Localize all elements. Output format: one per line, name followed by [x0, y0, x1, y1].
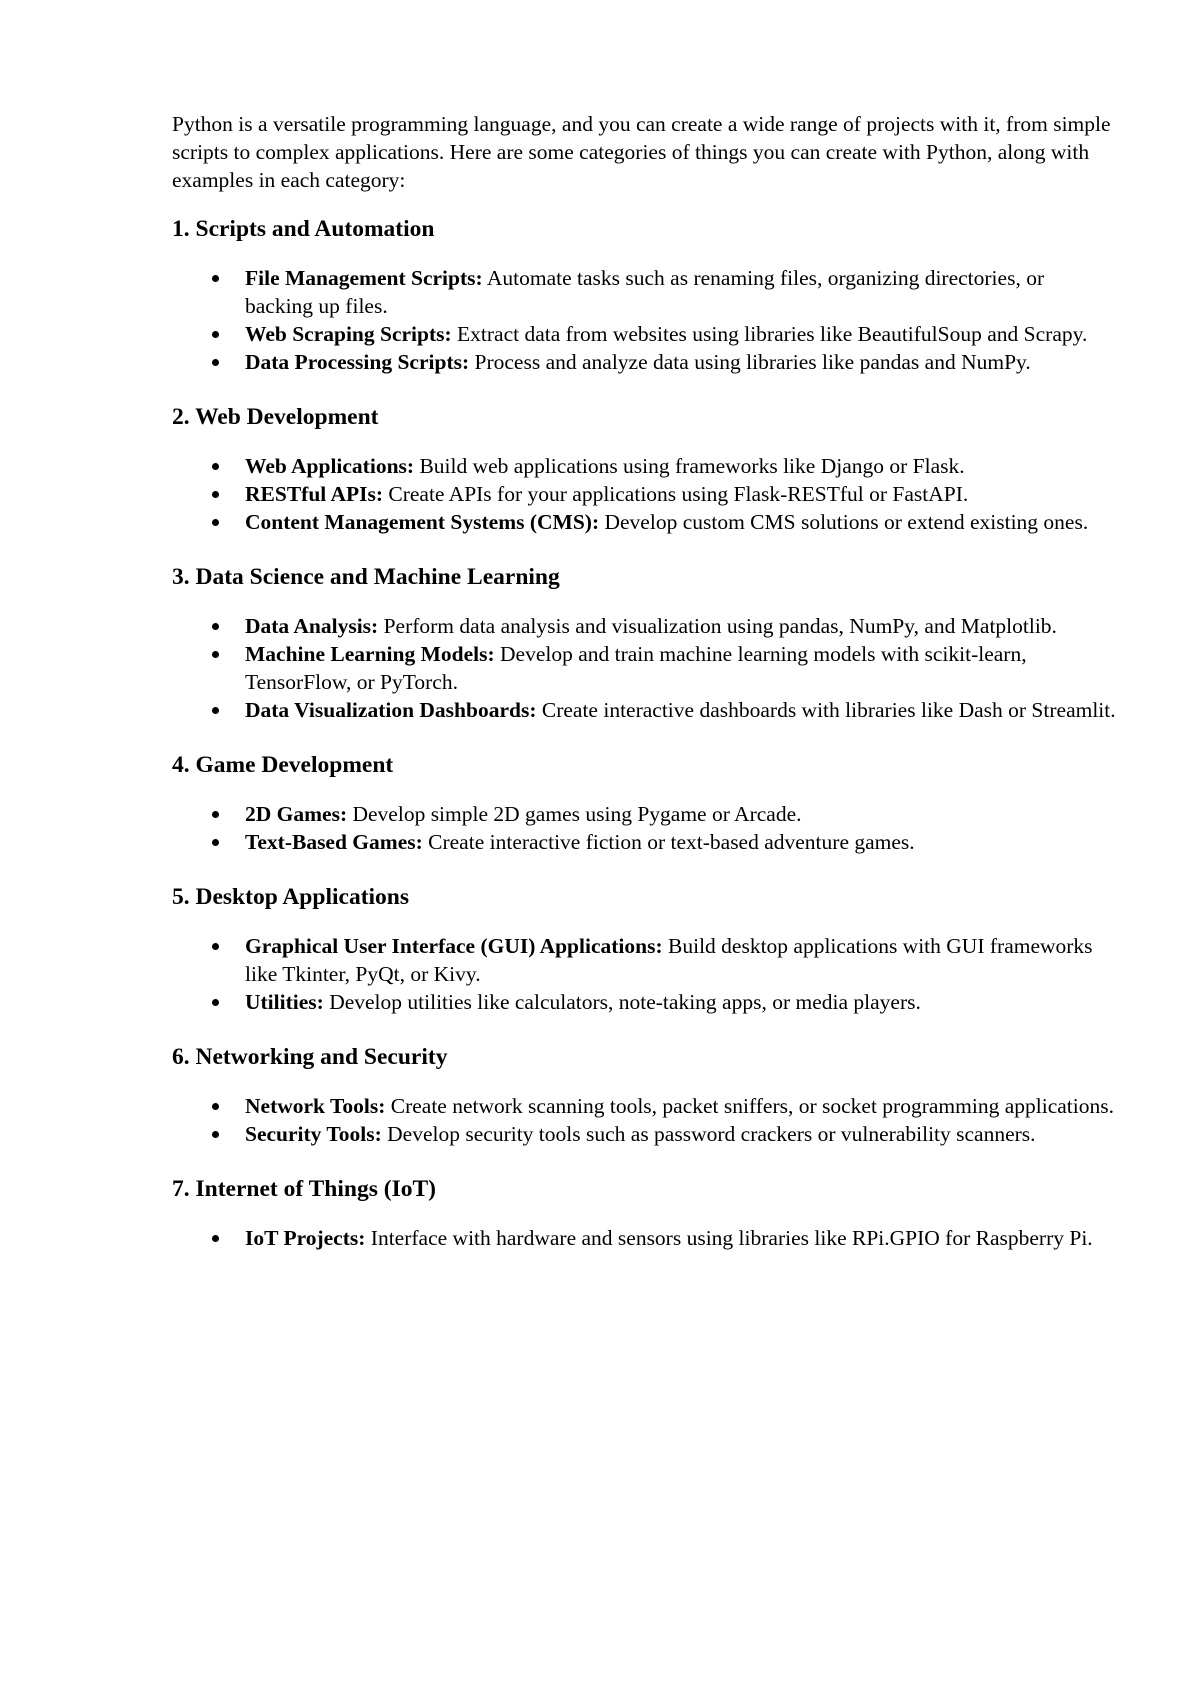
item-label: Data Analysis:: [245, 614, 379, 638]
item-label: Security Tools:: [245, 1122, 382, 1146]
list-item: [172, 264, 1117, 320]
section-3: [172, 562, 1117, 724]
list-item: [172, 800, 1117, 828]
item-label: RESTful APIs:: [245, 482, 383, 506]
item-label: Network Tools:: [245, 1094, 386, 1118]
item-text: Extract data from websites using libraries like BeautifulSoup and Scrapy.: [451, 322, 1088, 346]
bullet-icon: [212, 491, 219, 498]
item-text: Create interactive dashboards with libraries like Dash or Streamlit.: [536, 698, 1116, 722]
list-item: [172, 640, 1117, 696]
item-label: Web Scraping Scripts:: [245, 322, 452, 346]
bullet-icon: [212, 1103, 219, 1110]
bullet-icon: [212, 839, 219, 846]
section-heading: 4. Game Development: [172, 752, 394, 778]
bullet-list: [172, 1092, 1117, 1148]
section-heading: 5. Desktop Applications: [172, 884, 410, 910]
list-item: [172, 988, 1117, 1016]
item-text: Interface with hardware and sensors using libraries like RPi.GPIO for Raspberry Pi.: [365, 1226, 1093, 1250]
section-2: [172, 402, 1117, 536]
item-text: Build web applications using frameworks like Django or Flask.: [414, 454, 965, 478]
item-text: Develop utilities like calculators, note-taking apps, or media players.: [323, 990, 921, 1014]
item-label: Machine Learning Models:: [245, 642, 495, 666]
item-text: Develop custom CMS solutions or extend existing ones.: [599, 510, 1089, 534]
item-text: Develop simple 2D games using Pygame or Arcade.: [347, 802, 802, 826]
item-label: 2D Games:: [245, 802, 348, 826]
list-item: [172, 1120, 1117, 1148]
item-label: Data Processing Scripts:: [245, 350, 470, 374]
bullet-icon: [212, 331, 219, 338]
bullet-icon: [212, 707, 219, 714]
list-item: [172, 320, 1117, 348]
section-heading: 2. Web Development: [172, 404, 379, 430]
document-page: [172, 110, 1117, 1278]
item-text: Automate tasks such as renaming files, organizing directories, or backing up files.: [245, 266, 1045, 318]
list-item: [172, 696, 1117, 724]
item-text: Create network scanning tools, packet sniffers, or socket programming applications.: [385, 1094, 1114, 1118]
section-heading: 1. Scripts and Automation: [172, 216, 435, 242]
bullet-icon: [212, 651, 219, 658]
bullet-list: [172, 932, 1117, 1016]
bullet-icon: [212, 623, 219, 630]
section-7: [172, 1174, 1117, 1252]
section-heading: 6. Networking and Security: [172, 1044, 448, 1070]
item-text: Develop and train machine learning models with scikit-learn, TensorFlow, or PyTorch.: [245, 642, 1027, 694]
item-label: Content Management Systems (CMS):: [245, 510, 600, 534]
list-item: [172, 348, 1117, 376]
item-text: Create interactive fiction or text-based adventure games.: [422, 830, 915, 854]
item-text: Create APIs for your applications using Flask-RESTful or FastAPI.: [383, 482, 969, 506]
bullet-icon: [212, 811, 219, 818]
list-item: [172, 480, 1117, 508]
bullet-icon: [212, 275, 219, 282]
section-5: [172, 882, 1117, 1016]
list-item: [172, 452, 1117, 480]
list-item: [172, 932, 1117, 988]
item-text: Build desktop applications with GUI frameworks like Tkinter, PyQt, or Kivy.: [245, 934, 1093, 986]
bullet-icon: [212, 999, 219, 1006]
section-6: [172, 1042, 1117, 1148]
section-1: [172, 214, 1117, 376]
item-label: Utilities:: [245, 990, 324, 1014]
bullet-list: [172, 452, 1117, 536]
bullet-icon: [212, 1235, 219, 1242]
bullet-icon: [212, 1131, 219, 1138]
bullet-icon: [212, 463, 219, 470]
intro-paragraph: Python is a versatile programming language, and you can create a wide range of projects with it, from simple scripts to complex applications. Here are some categories of things you can create with Python, along with examples in each category:: [172, 112, 1111, 192]
item-text: Perform data analysis and visualization using pandas, NumPy, and Matplotlib.: [378, 614, 1057, 638]
item-text: Develop security tools such as password crackers or vulnerability scanners.: [381, 1122, 1036, 1146]
item-label: IoT Projects:: [245, 1226, 366, 1250]
list-item: [172, 1224, 1117, 1252]
bullet-icon: [212, 359, 219, 366]
item-label: Web Applications:: [245, 454, 415, 478]
list-item: [172, 828, 1117, 856]
section-heading: 7. Internet of Things (IoT): [172, 1176, 436, 1202]
bullet-icon: [212, 519, 219, 526]
item-label: Graphical User Interface (GUI) Applications:: [245, 934, 663, 958]
bullet-list: [172, 1224, 1117, 1252]
bullet-list: [172, 612, 1117, 724]
item-label: File Management Scripts:: [245, 266, 483, 290]
item-text: Process and analyze data using libraries like pandas and NumPy.: [469, 350, 1031, 374]
section-heading: 3. Data Science and Machine Learning: [172, 564, 560, 590]
bullet-list: [172, 264, 1117, 376]
list-item: [172, 1092, 1117, 1120]
section-4: [172, 750, 1117, 856]
list-item: [172, 508, 1117, 536]
item-label: Data Visualization Dashboards:: [245, 698, 537, 722]
item-label: Text-Based Games:: [245, 830, 423, 854]
bullet-icon: [212, 943, 219, 950]
bullet-list: [172, 800, 1117, 856]
list-item: [172, 612, 1117, 640]
